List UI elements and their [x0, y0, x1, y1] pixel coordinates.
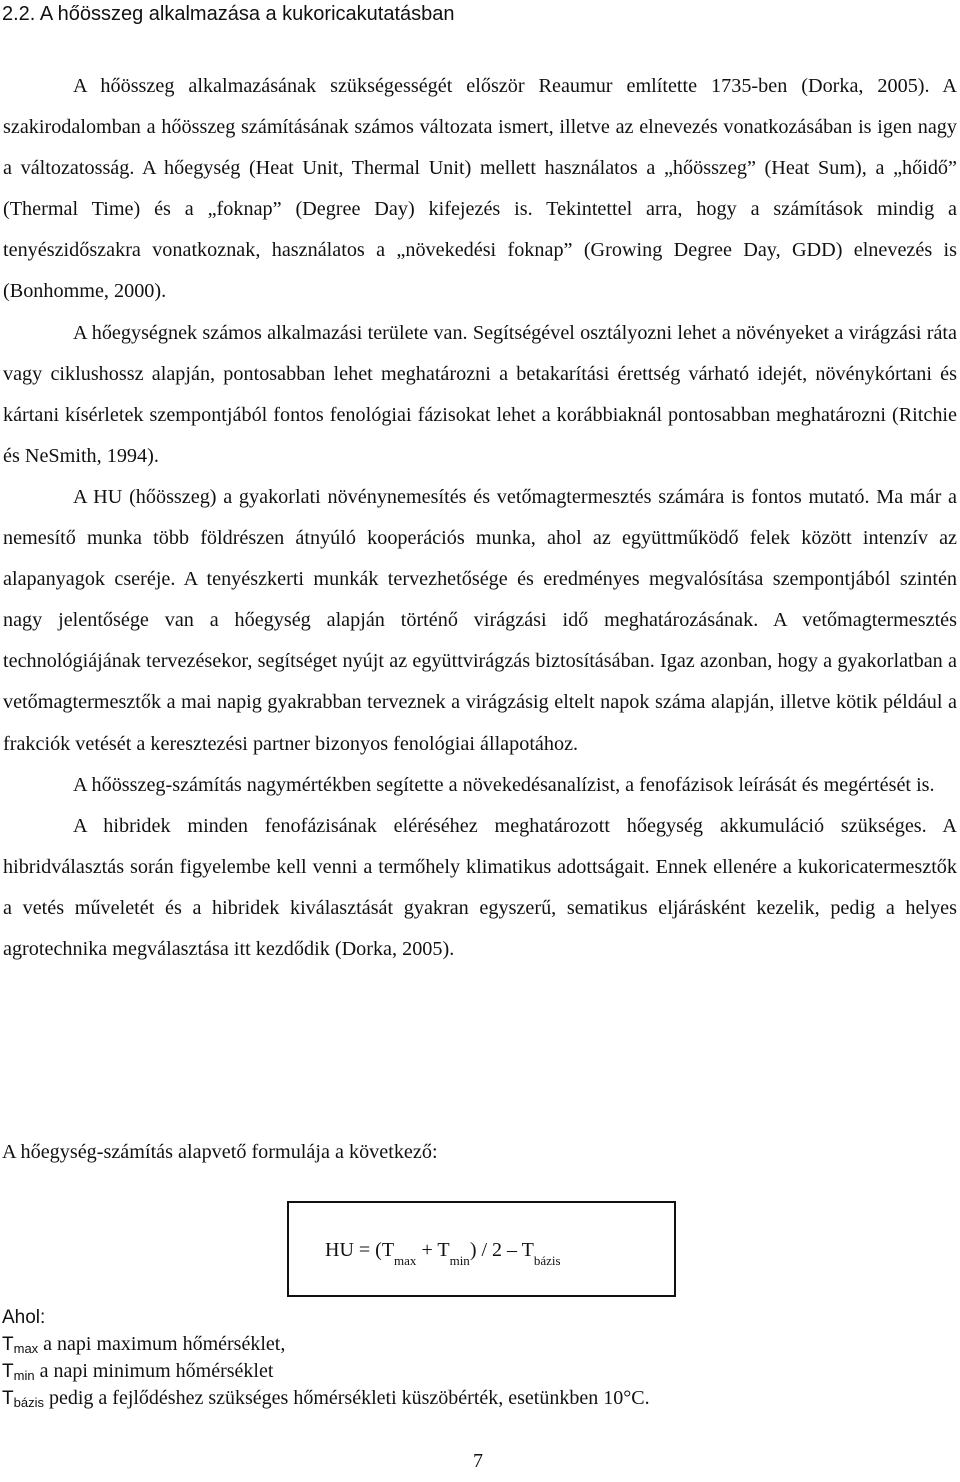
- definitions-label: Ahol:: [2, 1307, 46, 1328]
- definition-sub: max: [13, 1341, 39, 1356]
- formula-lhs: HU = (T: [325, 1239, 395, 1261]
- definition-text: a napi maximum hőmérséklet,: [38, 1333, 286, 1355]
- formula-box: [287, 1201, 676, 1297]
- formula-plus: + T: [416, 1239, 450, 1261]
- definition-sub: min: [13, 1368, 35, 1383]
- formula: [325, 1238, 561, 1268]
- definition-item: [2, 1331, 650, 1358]
- definition-text: pedig a fejlődéshez szükséges hőmérsékleti küszöbérték, esetünkben 10°C.: [43, 1387, 650, 1409]
- formula-middle: ) / 2 – T: [469, 1239, 534, 1261]
- paragraph: A hőösszeg alkalmazásának szükségességét először Reaumur említette 1735-ben (Dorka, 2005). A szakirodalomban a hőösszeg számításának számos változata ismert, illetve az elnevezés vonatkozásában is igen nagy a változatosság. A hőegység (Heat Unit, Thermal Unit) mellett használatos a „hőösszeg” (Heat Sum), a „hőidő” (Thermal Time) és a „foknap” (Degree Day) kifejezés is. Tekintettel arra, hogy a számítások mindig a tenyészidőszakra vonatkoznak, használatos a „növekedési foknap” (Growing Degree Day, GDD) elnevezés is (Bonhomme, 2000).: [3, 75, 957, 303]
- paragraph: A hőösszeg-számítás nagymértékben segítette a növekedésanalízist, a fenofázisok leírását és megértését is.: [73, 773, 935, 796]
- definition-item: [2, 1385, 650, 1412]
- definitions: [2, 1305, 650, 1412]
- page-number: 7: [473, 1450, 483, 1472]
- definition-symbol: T: [2, 1361, 14, 1382]
- definition-sub: bázis: [13, 1395, 44, 1410]
- formula-sub-max: max: [394, 1253, 417, 1268]
- paragraph: A HU (hőösszeg) a gyakorlati növénynemesítés és vetőmagtermesztés számára is fontos mutató. Ma már a nemesítő munka több földrészen átnyúló kooperációs munka, ahol az együttműködő felek között intenzív az alapanyagok cseréje. A tenyészkerti munkák tervezhetősége és eredményes megvalósítása szempontjából szintén nagy jelentősége van a hőegység alapján történő virágzási idő meghatározásának. A vetőmagtermesztés technológiájának tervezésekor, segítséget nyújt az együttvirágzás biztosításában. Igaz azonban, hogy a gyakorlatban a vetőmagtermesztők a mai napig gyakrabban terveznek a virágzásig eltelt napok száma alapján, illetve kötik például a frakciók vetését a keresztezési partner bizonyos fenológiai állapotához.: [3, 485, 957, 755]
- definition-text: a napi minimum hőmérséklet: [34, 1360, 274, 1382]
- formula-sub-base: bázis: [533, 1253, 561, 1268]
- definition-symbol: T: [2, 1334, 14, 1355]
- definition-item: [2, 1358, 650, 1385]
- formula-sub-min: min: [449, 1253, 470, 1268]
- formula-intro: A hőegység-számítás alapvető formulája a következő:: [2, 1141, 438, 1163]
- paragraph: A hibridek minden fenofázisának eléréséhez meghatározott hőegység akkumuláció szükséges. A hibridválasztás során figyelembe kell venni a termőhely klimatikus adottságait. Ennek ellenére a kukoricatermesztők a vetés műveletét és a hibridek kiválasztását gyakran egyszerű, sematikus eljárásként kezelik, pedig a helyes agrotechnika megválasztása itt kezdődik (Dorka, 2005).: [3, 814, 957, 960]
- definition-symbol: T: [2, 1388, 14, 1409]
- body-text: [3, 66, 957, 970]
- section-heading: 2.2. A hőösszeg alkalmazása a kukoricakutatásban: [2, 3, 455, 25]
- paragraph: A hőegységnek számos alkalmazási területe van. Segítségével osztályozni lehet a növényeket a virágzási ráta vagy ciklushossz alapján, pontosabban lehet meghatározni a betakarítási érettség várható idejét, növénykórtani és kártani kísérletek szempontjából fontos fenológiai fázisokat lehet a korábbiaknál pontosabban meghatározni (Ritchie és NeSmith, 1994).: [3, 321, 957, 467]
